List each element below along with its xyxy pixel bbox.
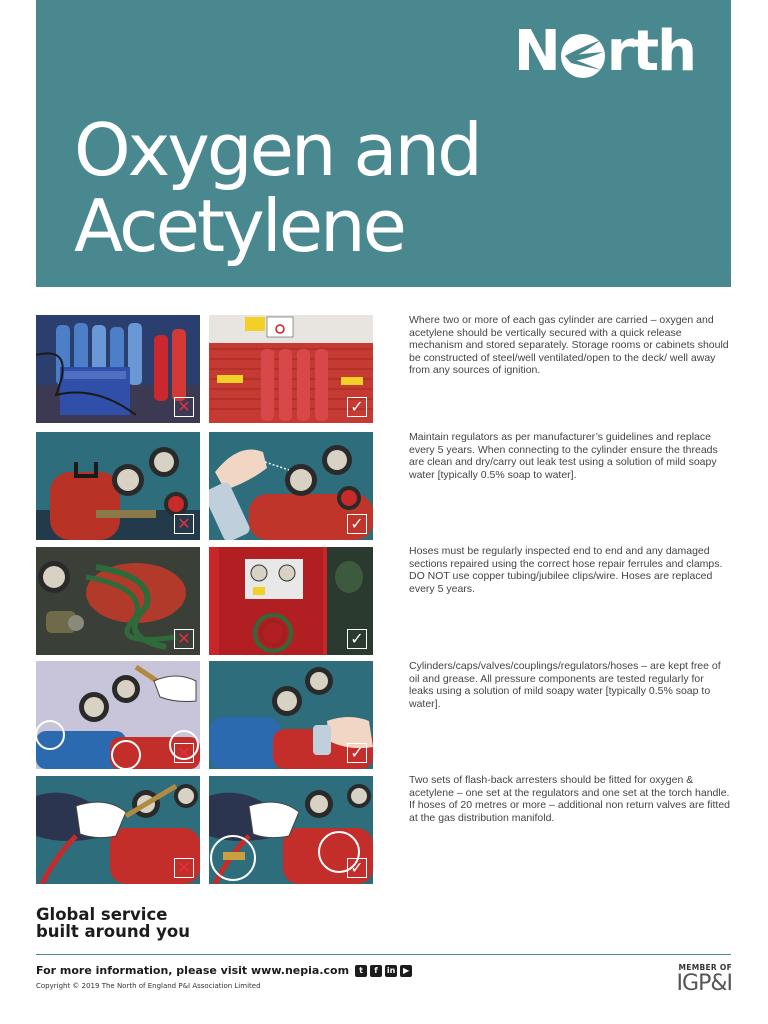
correct-mark-icon: ✓ [347,629,367,649]
tagline-line-1: Global service [36,905,168,924]
twitter-icon[interactable]: t [355,965,367,977]
illustration-hoses-damaged [36,547,200,655]
correct-mark-icon: ✓ [347,858,367,878]
footer-divider [36,954,731,955]
description-oil-grease: Cylinders/caps/valves/couplings/regulators/hoses – are kept free of oil and grease. All pressure components are tested regularly for leaks using a solution of mild soapy water [typically 0.5% soap to water]. [409,660,721,710]
illustration-arresters-fitted [209,776,373,884]
illustration-greasy-fittings [36,661,200,769]
header-banner [36,0,731,287]
description-regulators: Maintain regulators as per manufacturer’s guidelines and replace every 5 years. When connecting to the cylinder ensure the threads are clean and dry/carry out leak test using a solution of mild soapy water [typically 0.5% soap to water]. [409,431,718,481]
illustration-no-arresters [36,776,200,884]
incorrect-mark-icon: ✕ [174,743,194,763]
illustration-cylinders-secured [209,315,373,423]
title-line-2: Acetylene [74,184,404,268]
logo-text-right: rth [606,19,695,84]
row-2 [36,432,373,540]
description-flash-back-arresters: Two sets of flash-back arresters should be fitted for oxygen & acetylene – one set at the regulators and one set at the torch handle. If hoses of 20 metres or more – additional non return valves are fitted at the gas distribution manifold. [409,774,731,824]
more-info [36,964,412,977]
igpi-member-logo [677,963,732,996]
logo-text-left: N [513,19,559,84]
row-4 [36,661,373,769]
linkedin-icon[interactable]: in [386,965,396,975]
incorrect-mark-icon: ✕ [174,629,194,649]
more-info-text[interactable]: For more information, please visit www.nepia.com [36,964,350,977]
title-line-1: Oxygen and [74,108,480,192]
correct-mark-icon: ✓ [347,514,367,534]
logo-o-mark-icon [561,34,605,78]
social-icons [355,965,412,977]
description-hoses: Hoses must be regularly inspected end to end and any damaged sections repaired using the correct hose repair ferrules and clamps. DO NOT use copper tubing/jubilee clips/wire. Hoses are replaced every 5 years. [409,545,723,595]
tagline-line-2: built around you [36,922,190,941]
youtube-icon[interactable]: ▶ [400,965,412,977]
row-5 [36,776,373,884]
incorrect-mark-icon: ✕ [174,858,194,878]
tagline [36,906,190,940]
row-3 [36,547,373,655]
illustration-regulator-worn [36,432,200,540]
illustration-regulator-leak-test [209,432,373,540]
illustration-cylinders-unsecured [36,315,200,423]
facebook-icon[interactable]: f [370,965,382,977]
copyright: Copyright © 2019 The North of England P&I Association Limited [36,982,261,990]
page-title [74,108,480,268]
illustration-hose-cabinet [209,547,373,655]
description-cylinder-storage: Where two or more of each gas cylinder are carried – oxygen and acetylene should be vertically secured with a quick release mechanism and stored separately. Storage rooms or cabinets should be constructed of steel/well ventilated/open to the deck/ well away from any sources of ignition. [409,314,729,377]
incorrect-mark-icon: ✕ [174,514,194,534]
row-1 [36,315,373,423]
correct-mark-icon: ✓ [347,397,367,417]
member-label: MEMBER OF [678,963,732,972]
member-org: IGP&I [676,971,732,996]
correct-mark-icon: ✓ [347,743,367,763]
incorrect-mark-icon: ✕ [174,397,194,417]
illustration-clean-fittings [209,661,373,769]
north-logo [513,19,695,84]
